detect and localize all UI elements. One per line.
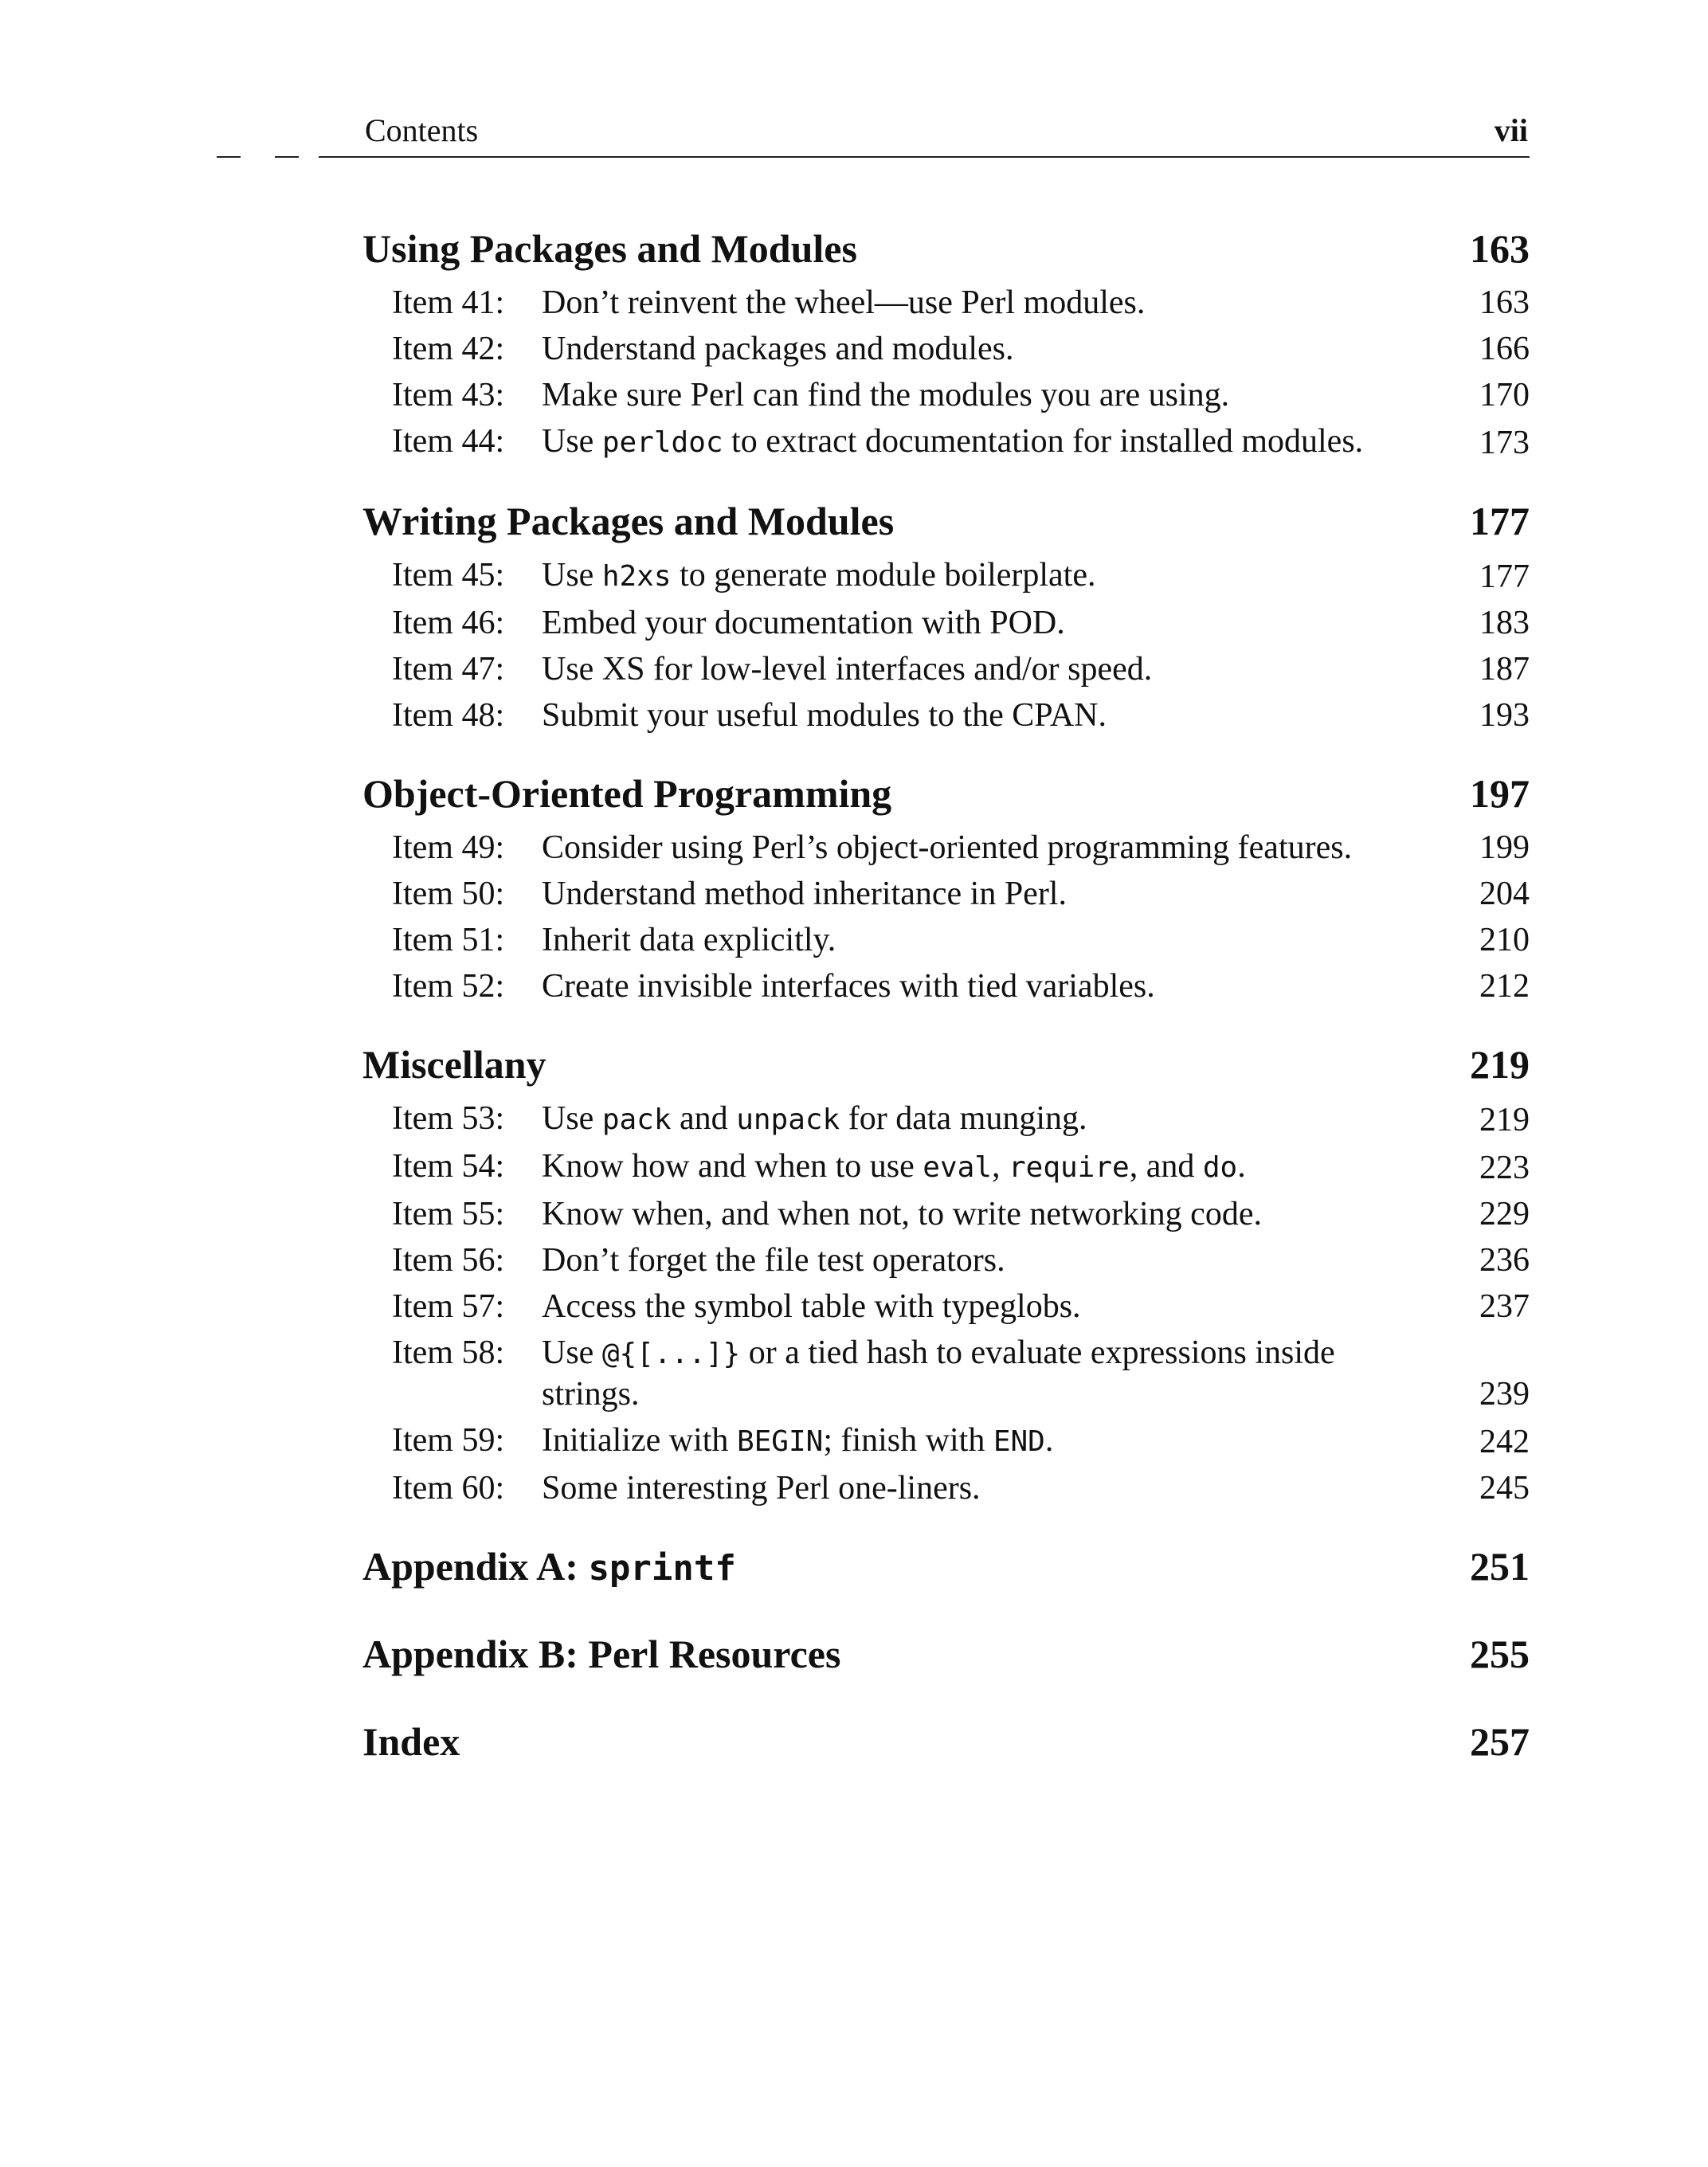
item-title-text: Use: [542, 1334, 602, 1371]
item-number: Item 59:: [392, 1422, 505, 1459]
toc-item[interactable]: [362, 555, 1530, 597]
item-number: Item 50:: [392, 876, 505, 912]
item-page: 183: [1479, 605, 1530, 641]
code-term: BEGIN: [736, 1425, 824, 1458]
code-term: require: [1008, 1151, 1130, 1184]
item-title-text: .: [1044, 1422, 1054, 1459]
item-number: Item 42:: [392, 331, 505, 367]
toc-item[interactable]: [362, 329, 1530, 369]
index-title: Index: [362, 1719, 460, 1764]
item-title: Access the symbol table with typeglobs.: [542, 1288, 1081, 1325]
section-title: Miscellany: [362, 1042, 546, 1087]
item-title: Make sure Perl can find the modules you are using.: [542, 377, 1230, 413]
toc-item[interactable]: [362, 874, 1530, 914]
item-number: Item 48:: [392, 697, 505, 734]
item-title-text: to extract documentation for installed modules.: [723, 423, 1364, 460]
item-page: 166: [1479, 331, 1530, 367]
item-number: Item 43:: [392, 377, 505, 413]
item-title: Inherit data explicitly.: [542, 922, 836, 958]
toc-item[interactable]: [362, 920, 1530, 960]
toc-item[interactable]: [362, 1099, 1530, 1140]
index-page: 257: [1470, 1719, 1530, 1764]
item-page: 219: [1479, 1102, 1530, 1138]
item-number: Item 52:: [392, 968, 505, 1005]
toc-item[interactable]: [362, 1194, 1530, 1234]
section-title: Using Packages and Modules: [362, 226, 857, 271]
toc-item[interactable]: [362, 1333, 1530, 1414]
toc-item[interactable]: [362, 696, 1530, 735]
toc-item[interactable]: [362, 283, 1530, 323]
toc-item[interactable]: [362, 1421, 1530, 1462]
toc-item[interactable]: [362, 1287, 1530, 1326]
item-page: 199: [1479, 829, 1530, 866]
toc-item[interactable]: [362, 966, 1530, 1006]
item-page: 193: [1479, 697, 1530, 734]
toc-item[interactable]: [362, 649, 1530, 689]
appendix-page: 255: [1470, 1632, 1530, 1676]
item-title: Don’t reinvent the wheel—use Perl modules.: [542, 284, 1146, 321]
section-page: 177: [1470, 499, 1530, 543]
item-title-text: Know how and when to use: [542, 1148, 923, 1185]
item-title-text: or a tied hash to evaluate expressions inside strings.: [542, 1334, 1335, 1413]
item-number: Item 46:: [392, 605, 505, 641]
code-term: pack: [601, 1103, 672, 1136]
item-number: Item 41:: [392, 284, 505, 321]
code-term: perldoc: [601, 426, 723, 459]
item-title: [542, 421, 1410, 463]
code-term: eval: [923, 1151, 992, 1184]
section-heading[interactable]: [362, 1035, 1530, 1099]
item-title: Understand method inheritance in Perl.: [542, 876, 1067, 912]
appendix-heading[interactable]: [362, 1624, 1530, 1712]
index-heading[interactable]: [362, 1712, 1530, 1800]
item-number: Item 58:: [392, 1334, 505, 1371]
item-page: 239: [1479, 1376, 1530, 1413]
running-head: [365, 108, 1528, 156]
item-title-text: Use: [542, 557, 602, 594]
code-term: h2xs: [601, 560, 672, 593]
code-term: sprintf: [588, 1548, 736, 1589]
table-of-contents: [362, 219, 1530, 1800]
item-title: Understand packages and modules.: [542, 331, 1014, 367]
item-page: 163: [1479, 284, 1530, 321]
header-rule: [319, 156, 1530, 158]
item-title-text: Use: [542, 423, 602, 460]
item-title-text: ; finish with: [823, 1422, 993, 1459]
toc-section: [362, 492, 1530, 735]
item-title-text: and: [671, 1100, 737, 1137]
item-title: Use XS for low-level interfaces and/or speed.: [542, 651, 1153, 688]
item-page: 236: [1479, 1242, 1530, 1279]
item-title-text: for data munging.: [840, 1100, 1087, 1137]
item-title-text: to generate module boilerplate.: [671, 557, 1096, 594]
appendix-page: 251: [1470, 1544, 1530, 1589]
toc-item[interactable]: [362, 1468, 1530, 1508]
section-heading[interactable]: [362, 219, 1530, 283]
item-title-text: Use: [542, 1100, 602, 1137]
item-number: Item 44:: [392, 423, 505, 460]
section-title: Writing Packages and Modules: [362, 499, 895, 543]
section-title: Object-Oriented Programming: [362, 771, 892, 816]
section-page: 163: [1470, 226, 1530, 271]
item-title: Submit your useful modules to the CPAN.: [542, 697, 1107, 734]
item-number: Item 54:: [392, 1148, 505, 1185]
toc-item[interactable]: [362, 828, 1530, 868]
section-heading[interactable]: [362, 764, 1530, 828]
page-number: vii: [1494, 112, 1528, 148]
item-number: Item 56:: [392, 1242, 505, 1279]
item-title: [542, 1146, 1410, 1188]
item-page: 204: [1479, 876, 1530, 912]
item-number: Item 60:: [392, 1470, 505, 1507]
appendix-heading[interactable]: [362, 1537, 1530, 1624]
appendix-title: [362, 1543, 736, 1589]
item-page: 229: [1479, 1196, 1530, 1232]
toc-section: [362, 1035, 1530, 1508]
toc-item[interactable]: [362, 375, 1530, 415]
item-title-text: .: [1237, 1148, 1246, 1185]
toc-section: [362, 219, 1530, 463]
item-page: 170: [1479, 377, 1530, 413]
item-number: Item 49:: [392, 829, 505, 866]
item-number: Item 45:: [392, 557, 505, 594]
item-title: [542, 1099, 1410, 1140]
item-number: Item 55:: [392, 1196, 505, 1232]
item-title: Consider using Perl’s object-oriented programming features.: [542, 829, 1353, 866]
toc-item[interactable]: [362, 603, 1530, 643]
item-title: Embed your documentation with POD.: [542, 605, 1065, 641]
appendix-title-text: Appendix A:: [362, 1544, 589, 1589]
toc-appendices: [362, 1537, 1530, 1800]
toc-section: [362, 764, 1530, 1006]
running-head-title: Contents: [365, 112, 479, 148]
item-page: 223: [1479, 1150, 1530, 1186]
code-term: END: [993, 1425, 1045, 1458]
item-title: [542, 1421, 1410, 1462]
toc-item[interactable]: [362, 1240, 1530, 1280]
item-page: 187: [1479, 651, 1530, 688]
section-page: 197: [1470, 771, 1530, 816]
item-number: Item 51:: [392, 922, 505, 958]
header-rule-dash: [275, 156, 299, 158]
item-number: Item 57:: [392, 1288, 505, 1325]
item-page: 245: [1479, 1470, 1530, 1507]
item-title-text: Initialize with: [542, 1422, 737, 1459]
toc-item[interactable]: [362, 1146, 1530, 1188]
item-title: Don’t forget the file test operators.: [542, 1242, 1005, 1279]
header-rule-dash: [217, 156, 241, 158]
item-title: Know when, and when not, to write networking code.: [542, 1196, 1262, 1232]
item-number: Item 47:: [392, 651, 505, 688]
item-page: 177: [1479, 558, 1530, 595]
item-title-text: ,: [991, 1148, 1009, 1185]
code-term: do: [1202, 1151, 1238, 1184]
toc-item[interactable]: [362, 421, 1530, 463]
code-term: @{[...]}: [601, 1338, 741, 1370]
item-page: 242: [1479, 1424, 1530, 1460]
item-page: 212: [1479, 968, 1530, 1005]
item-page: 173: [1479, 425, 1530, 461]
item-page: 210: [1479, 922, 1530, 958]
item-title: Some interesting Perl one-liners.: [542, 1470, 981, 1507]
item-title: [542, 1333, 1410, 1414]
section-heading[interactable]: [362, 492, 1530, 555]
item-number: Item 53:: [392, 1100, 505, 1137]
item-title: Create invisible interfaces with tied variables.: [542, 968, 1155, 1005]
item-title: [542, 555, 1410, 597]
item-title-text: , and: [1129, 1148, 1203, 1185]
section-page: 219: [1470, 1042, 1530, 1087]
item-page: 237: [1479, 1288, 1530, 1325]
appendix-title: Appendix B: Perl Resources: [362, 1632, 841, 1676]
code-term: unpack: [736, 1103, 840, 1136]
